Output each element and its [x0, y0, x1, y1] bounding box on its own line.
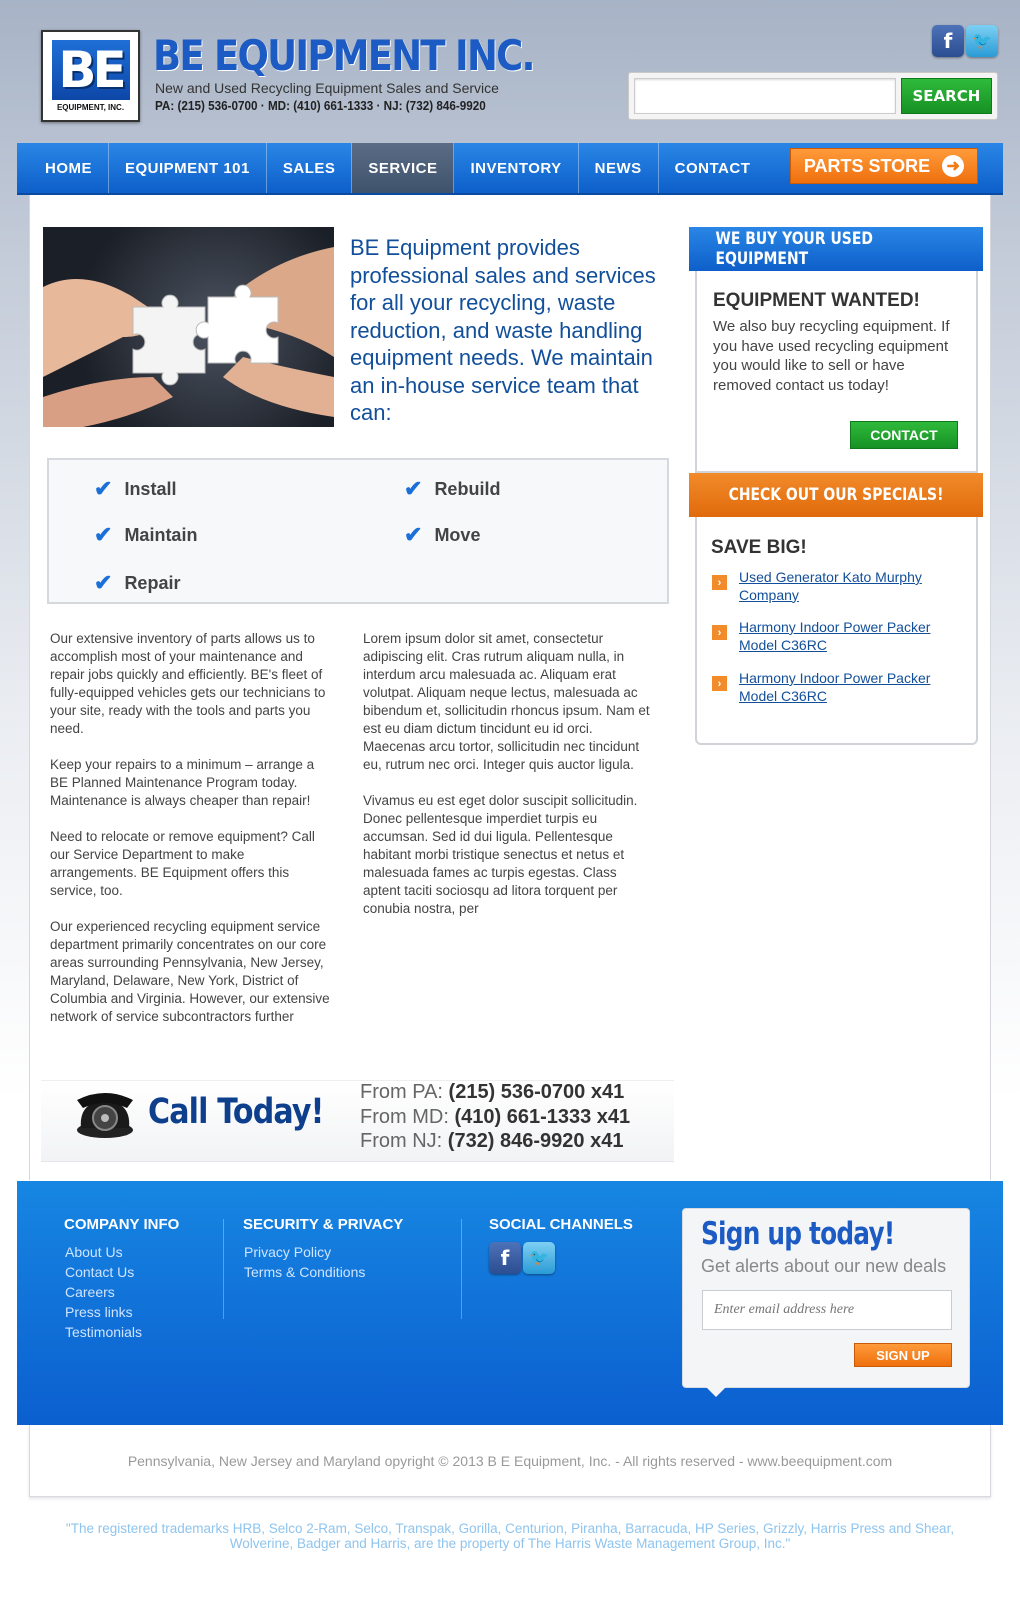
- specials-heading: [689, 473, 983, 517]
- copyright-text: Pennsylvania, New Jersey and Maryland opyright © 2013 B E Equipment, Inc. - All rights reserved - www.beequipment.com: [127, 1452, 893, 1469]
- nav-news[interactable]: NEWS: [579, 143, 659, 193]
- equipment-wanted-title: EQUIPMENT WANTED!: [713, 290, 920, 311]
- check-icon: ✔: [404, 522, 423, 547]
- search-bar: [628, 72, 998, 120]
- specials-heading-text: CHECK OUT OUR SPECIALS!: [728, 485, 944, 505]
- footer-security-heading: SECURITY & PRIVACY: [243, 1216, 404, 1233]
- footer-link[interactable]: Press links: [65, 1304, 133, 1320]
- footer-link[interactable]: Terms & Conditions: [244, 1264, 366, 1280]
- footer-link[interactable]: About Us: [65, 1244, 123, 1260]
- checklist-item: [404, 522, 480, 548]
- special-item: [712, 619, 952, 654]
- footer-social-heading: SOCIAL CHANNELS: [489, 1216, 633, 1233]
- call-number: (732) 846-9920 x41: [447, 1130, 624, 1152]
- footer-social-icons: [489, 1242, 555, 1274]
- special-link[interactable]: Used Generator Kato Murphy Company: [739, 569, 922, 603]
- checklist-item: [94, 476, 176, 502]
- call-line-nj[interactable]: [360, 1129, 630, 1154]
- paragraph: Our experienced recycling equipment service department primarily concentrates on our core areas surrounding Pennsylvania, New Jersey, Maryland, Delaware, New York, District of Columbia and Virginia. However, our extensive network of service subcontractors further: [50, 919, 330, 1024]
- brand-tagline: New and Used Recycling Equipment Sales and Service: [155, 80, 499, 96]
- buy-equipment-heading: [689, 227, 983, 271]
- call-phone-list: [360, 1080, 630, 1154]
- chevron-right-icon: ›: [712, 625, 727, 640]
- chevron-right-icon: ›: [712, 676, 727, 691]
- footer-link[interactable]: Testimonials: [65, 1324, 143, 1340]
- telephone-icon: [73, 1086, 137, 1142]
- parts-store-label: PARTS STORE: [803, 155, 931, 176]
- call-region: From NJ:: [360, 1130, 443, 1152]
- special-item: [712, 670, 952, 705]
- check-icon: ✔: [404, 476, 423, 501]
- nav-sales[interactable]: SALES: [267, 143, 353, 193]
- checklist-label: Rebuild: [434, 478, 501, 499]
- checklist-label: Maintain: [124, 524, 198, 545]
- checklist-item: [404, 476, 500, 502]
- call-number: (410) 661-1333 x41: [454, 1105, 631, 1128]
- service-intro: BE Equipment provides professional sales and services for all your recycling, waste reduction, and waste handling equipment needs. We maintain an in-house service team that can:: [350, 235, 656, 425]
- footer-company-heading: COMPANY INFO: [64, 1216, 180, 1233]
- check-icon: ✔: [94, 522, 113, 547]
- logo-mark: BE: [52, 40, 130, 100]
- copyright-bar: [29, 1425, 991, 1497]
- checklist-item: [94, 522, 197, 548]
- call-line-pa[interactable]: [360, 1080, 630, 1105]
- call-region: From MD:: [360, 1105, 449, 1128]
- service-checklist: [47, 458, 669, 604]
- trademark-notice: "The registered trademarks HRB, Selco 2-Ram, Selco, Transpak, Gorilla, Centurion, Piranha, Barracuda, HP Series, Grizzly, Harris Press and Shear, Wolverine, Badger and Harris, are the property of The Harris Waste Management Group, Inc.": [65, 1521, 955, 1551]
- check-icon: ✔: [94, 476, 113, 501]
- footer-link[interactable]: Careers: [65, 1284, 115, 1300]
- buy-equipment-heading-text: WE BUY YOUR USED EQUIPMENT: [715, 229, 873, 269]
- footer-company-links: [65, 1242, 142, 1342]
- equipment-wanted-text: We also buy recycling equipment. If you have used recycling equipment you would like to sell or have removed contact us today!: [713, 318, 950, 394]
- chevron-right-icon: ›: [712, 575, 727, 590]
- special-link[interactable]: Harmony Indoor Power Packer Model C36RC: [739, 670, 931, 704]
- logo-subtitle: EQUIPMENT, INC.: [56, 103, 125, 112]
- facebook-icon[interactable]: f: [489, 1242, 521, 1274]
- search-input[interactable]: [634, 78, 896, 114]
- footer-security-links: [244, 1242, 365, 1282]
- footer-link[interactable]: Privacy Policy: [244, 1244, 332, 1260]
- checklist-label: Move: [434, 524, 481, 545]
- save-big-title: SAVE BIG!: [711, 537, 807, 558]
- search-button[interactable]: SEARCH: [901, 78, 992, 114]
- puzzle-hands-image: [43, 227, 334, 427]
- call-line-md[interactable]: [360, 1105, 630, 1130]
- nav-inventory[interactable]: INVENTORY: [454, 143, 578, 193]
- footer-divider: [223, 1219, 224, 1319]
- call-today-title: Call Today!: [148, 1092, 324, 1132]
- footer-divider: [461, 1219, 462, 1319]
- call-region: From PA:: [360, 1081, 443, 1103]
- checklist-label: Repair: [124, 572, 181, 593]
- parts-store-button[interactable]: [790, 148, 978, 184]
- signup-box-pointer: [706, 1387, 726, 1397]
- signup-button[interactable]: SIGN UP: [854, 1343, 952, 1367]
- paragraph: Need to relocate or remove equipment? Call our Service Department to make arrangements. BE Equipment offers this service, too.: [50, 829, 315, 898]
- logo[interactable]: [41, 30, 140, 122]
- signup-subtitle: Get alerts about our new deals: [701, 1256, 947, 1276]
- special-item: [712, 569, 952, 604]
- checklist-item: [94, 570, 180, 596]
- twitter-icon[interactable]: 🐦: [523, 1242, 555, 1274]
- nav-equipment-101[interactable]: EQUIPMENT 101: [109, 143, 267, 193]
- facebook-icon[interactable]: f: [932, 25, 964, 57]
- special-link[interactable]: Harmony Indoor Power Packer Model C36RC: [739, 619, 931, 653]
- arrow-right-icon: ➜: [942, 155, 964, 177]
- footer-link[interactable]: Contact Us: [65, 1264, 135, 1280]
- brand-title[interactable]: BE EQUIPMENT INC.: [153, 31, 534, 80]
- checklist-label: Install: [124, 478, 177, 499]
- check-icon: ✔: [94, 570, 113, 595]
- twitter-icon[interactable]: 🐦: [966, 25, 998, 57]
- nav-service[interactable]: SERVICE: [352, 143, 454, 193]
- paragraph: Vivamus eu est eget dolor suscipit sollicitudin. Donec pellentesque imperdiet turpis eu accumsan. Sed id dui ligula. Pellentesque habitant morbi tristique senectus et netus et malesuada fames ac turpis egestas. Class aptent taciti sociosqu ad litora torquent per conubia nostra, per: [363, 793, 638, 916]
- header-social: [932, 25, 998, 57]
- brand-phones: PA: (215) 536-0700 · MD: (410) 661-1333 · NJ: (732) 846-9920: [155, 98, 486, 113]
- signup-title: Sign up today!: [701, 1216, 895, 1252]
- email-field[interactable]: [702, 1290, 952, 1330]
- paragraph: Lorem ipsum dolor sit amet, consectetur adipiscing elit. Cras rutrum aliquam nulla, in interdum arcu malesuada ac. Aliquam erat volutpat. Aliquam neque lectus, malesuada ac bibendum et, sollicitudin rhoncus ipsum. Nam et est eu diam dictum tincidunt eu id orci. Maecenas arcu tortor, sollicitudin nec tincidunt eu, rutrum nec orci. Integer quis auctor ligula.: [363, 631, 650, 772]
- call-number: (215) 536-0700 x41: [448, 1081, 625, 1103]
- body-column-left: [50, 630, 330, 1044]
- nav-home[interactable]: HOME: [17, 143, 109, 193]
- contact-button[interactable]: CONTACT: [850, 421, 958, 449]
- body-column-right: [363, 630, 655, 936]
- paragraph: Keep your repairs to a minimum – arrange a BE Planned Maintenance Program today. Maintenance is always cheaper than repair!: [50, 757, 315, 808]
- nav-contact[interactable]: CONTACT: [674, 159, 751, 177]
- paragraph: Our extensive inventory of parts allows us to accomplish most of your maintenance and repair jobs quickly and efficiently. BE's fleet of fully-equipped vehicles gets our technicians to your site, ready with the tools and parts you need.: [50, 631, 326, 736]
